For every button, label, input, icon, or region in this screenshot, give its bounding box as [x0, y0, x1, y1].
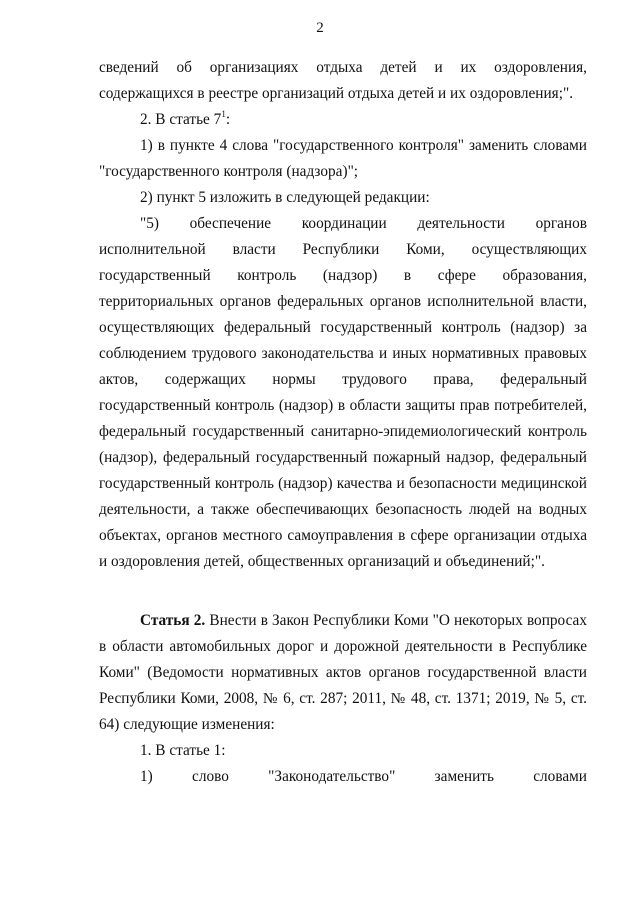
- paragraph-point-5: "5) обеспечение координации деятельности органов исполнительной власти Республики Коми, осуществляющих государственный контроль (надзор) в сфере образования, территориальных органов федеральных органов исполнительной власти, осуществляющих федеральный государственный контроль (надзор) за соблюдением трудового законодательства и иных нормативных правовых актов, содержащих нормы трудового права, федеральный государственный контроль (надзор) в области защиты прав потребителей, федеральный государственный санитарно-эпидемиологический контроль (надзор), федеральный государственный пожарный надзор, федеральный государственный контроль (надзор) качества и безопасности медицинской деятельности, а также обеспечивающих безопасность людей на водных объектах, органов местного самоуправления в сфере организации отдыха и оздоровления детей, общественных организаций и объединений;".: [99, 215, 587, 570]
- paragraph-continuation: сведений об организациях отдыха детей и их оздоровления, содержащихся в реестре организаций отдыха детей и их оздоровления;".: [99, 59, 587, 102]
- paragraph-item-2: 2) пункт 5 изложить в следующей редакции:: [140, 189, 430, 206]
- paragraph-item-1-word: 1) слово "Законодательство" заменить словами: [140, 768, 587, 785]
- paragraph-article-1-intro: 1. В статье 1:: [140, 742, 226, 759]
- document-body: [99, 55, 587, 790]
- superscript: 1: [221, 108, 226, 119]
- paragraph-text: :: [225, 111, 231, 128]
- article-heading: Статья 2.: [140, 612, 206, 629]
- paragraph-article-2: [99, 608, 587, 738]
- page-number: 2: [316, 20, 324, 36]
- paragraph-article-7-1: [99, 107, 587, 133]
- paragraph-item-1: 1) в пункте 4 слова "государственного контроля" заменить словами "государственного контроля (надзора)";: [99, 137, 587, 180]
- spacer: [99, 575, 587, 608]
- paragraph-text: 2. В статье 7: [140, 111, 222, 128]
- paragraph-text: Внести в Закон Республики Коми "О некоторых вопросах в области автомобильных дорог и дорожной деятельности в Республике Коми" (Ведомости нормативных актов органов государственной власти Республики Коми, 2008, № 6, ст. 287; 2011, № 48, ст. 1371; 2019, № 5, ст. 64) следующие изменения:: [99, 612, 587, 733]
